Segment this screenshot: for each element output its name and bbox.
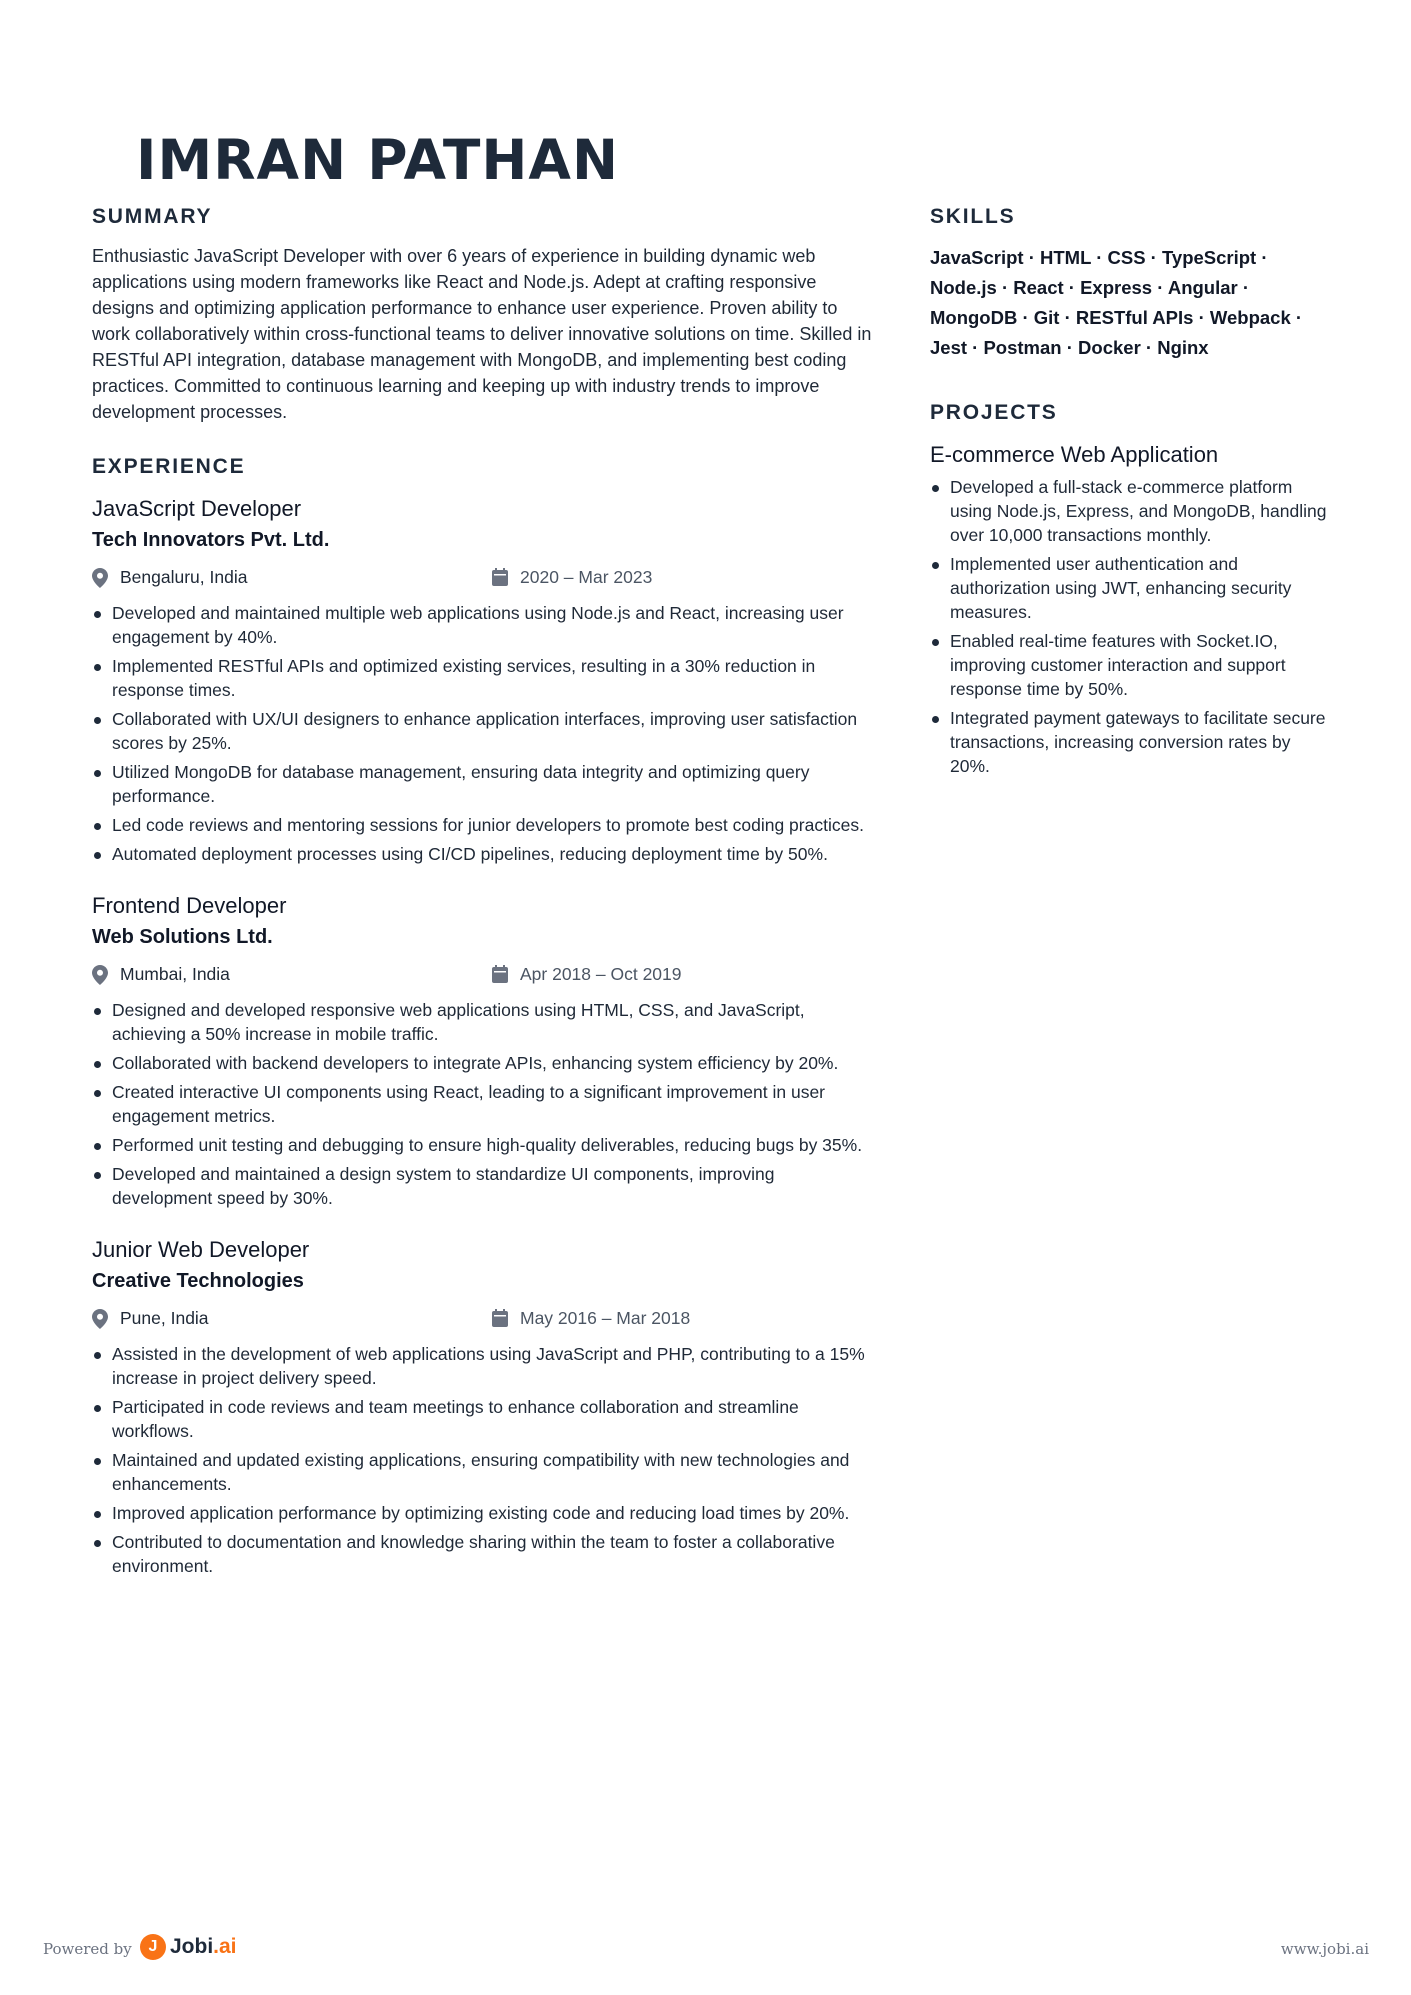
job-bullets (92, 601, 872, 866)
job-location (92, 964, 230, 985)
job-entry (92, 890, 872, 1210)
list-item: Created interactive UI components using React, leading to a significant improvement in user engagement metrics. (92, 1080, 872, 1128)
experience-section (92, 455, 872, 1578)
company-name: Creative Technologies (92, 1270, 304, 1292)
right-column (930, 205, 1330, 783)
left-column (92, 205, 872, 1602)
list-item: Implemented RESTful APIs and optimized existing services, resulting in a 30% reduction in response times. (92, 654, 872, 702)
list-item: Developed a full-stack e-commerce platform using Node.js, Express, and MongoDB, handling over 10,000 transactions monthly. (930, 475, 1330, 547)
site-link[interactable]: www.jobi.ai (1280, 1940, 1369, 1958)
job-title: Junior Web Developer (92, 1237, 310, 1262)
job-location (92, 567, 247, 588)
list-item: Collaborated with UX/UI designers to enhance application interfaces, improving user satisfaction scores by 25%. (92, 707, 872, 755)
job-meta (92, 567, 872, 593)
list-item: Developed and maintained multiple web applications using Node.js and React, increasing user engagement by 40%. (92, 601, 872, 649)
job-title: Frontend Developer (92, 893, 287, 918)
job-location-text: Bengaluru, India (120, 567, 248, 587)
list-item: Implemented user authentication and authorization using JWT, enhancing security measures. (930, 552, 1330, 624)
job-location-text: Pune, India (120, 1308, 209, 1328)
calendar-icon (492, 1309, 508, 1329)
skills-heading: SKILLS (930, 205, 1016, 228)
skills-section (930, 205, 1330, 363)
logo-wordmark: Jobi (170, 1935, 214, 1958)
job-location (92, 1308, 209, 1329)
list-item: Enabled real-time features with Socket.IO, improving customer interaction and support response time by 50%. (930, 629, 1330, 701)
logo-mark: J (140, 1934, 166, 1960)
logo-text (170, 1935, 237, 1959)
project-title: E-commerce Web Application (930, 442, 1219, 467)
job-dates (492, 1308, 690, 1329)
job-meta (92, 964, 872, 990)
summary-section (92, 205, 872, 425)
job-meta (92, 1308, 872, 1334)
summary-heading: SUMMARY (92, 205, 213, 228)
list-item: Maintained and updated existing applications, ensuring compatibility with new technologies and enhancements. (92, 1448, 872, 1496)
list-item: Collaborated with backend developers to integrate APIs, enhancing system efficiency by 20%. (92, 1051, 872, 1075)
logo-suffix: .ai (213, 1935, 237, 1958)
job-dates (492, 964, 682, 985)
job-bullets (92, 998, 872, 1210)
job-dates (492, 567, 652, 588)
map-pin-icon (92, 1309, 108, 1329)
projects-section (930, 401, 1330, 778)
list-item: Utilized MongoDB for database management, ensuring data integrity and optimizing query performance. (92, 760, 872, 808)
project-bullets (930, 475, 1330, 778)
list-item: Automated deployment processes using CI/CD pipelines, reducing deployment time by 50%. (92, 842, 872, 866)
list-item: Contributed to documentation and knowledge sharing within the team to foster a collaborative environment. (92, 1530, 872, 1578)
job-dates-text: May 2016 – Mar 2018 (520, 1308, 691, 1328)
job-dates-text: 2020 – Mar 2023 (520, 567, 653, 587)
job-title: JavaScript Developer (92, 496, 302, 521)
calendar-icon (492, 965, 508, 985)
list-item: Improved application performance by optimizing existing code and reducing load times by 20%. (92, 1501, 872, 1525)
job-dates-text: Apr 2018 – Oct 2019 (520, 964, 682, 984)
skills-list: JavaScript · HTML · CSS · TypeScript · Node.js · React · Express · Angular · MongoDB · Git · RESTful APIs · Webpack · Jest · Postman · Docker · Nginx (930, 247, 1303, 358)
company-name: Tech Innovators Pvt. Ltd. (92, 529, 330, 551)
map-pin-icon (92, 965, 108, 985)
summary-text: Enthusiastic JavaScript Developer with over 6 years of experience in building dynamic web applications using modern frameworks like React and Node.js. Adept at crafting responsive designs and optimizing application performance to enhance user experience. Proven ability to work collaboratively within cross-functional teams to deliver innovative solutions on time. Skilled in RESTful API integration, database management with MongoDB, and implementing best coding practices. Committed to continuous learning and keeping up with industry trends to improve development processes. (92, 246, 872, 422)
job-entry (92, 1234, 872, 1578)
list-item: Designed and developed responsive web applications using HTML, CSS, and JavaScript, achieving a 50% increase in mobile traffic. (92, 998, 872, 1046)
calendar-icon (492, 568, 508, 588)
map-pin-icon (92, 568, 108, 588)
footer (0, 1934, 1411, 1974)
experience-heading: EXPERIENCE (92, 455, 246, 478)
job-bullets (92, 1342, 872, 1578)
list-item: Integrated payment gateways to facilitate secure transactions, increasing conversion rates by 20%. (930, 706, 1330, 778)
candidate-name: IMRAN PATHAN (136, 128, 619, 192)
job-location-text: Mumbai, India (120, 964, 230, 984)
company-name: Web Solutions Ltd. (92, 926, 273, 948)
list-item: Led code reviews and mentoring sessions for junior developers to promote best coding practices. (92, 813, 872, 837)
list-item: Participated in code reviews and team meetings to enhance collaboration and streamline workflows. (92, 1395, 872, 1443)
list-item: Developed and maintained a design system to standardize UI components, improving development speed by 30%. (92, 1162, 872, 1210)
projects-heading: PROJECTS (930, 401, 1058, 424)
list-item: Assisted in the development of web applications using JavaScript and PHP, contributing to a 15% increase in project delivery speed. (92, 1342, 872, 1390)
job-entry (92, 493, 872, 866)
list-item: Performed unit testing and debugging to ensure high-quality deliverables, reducing bugs by 35%. (92, 1133, 872, 1157)
jobi-logo[interactable] (140, 1934, 237, 1960)
powered-by-text: Powered by (43, 1940, 132, 1958)
